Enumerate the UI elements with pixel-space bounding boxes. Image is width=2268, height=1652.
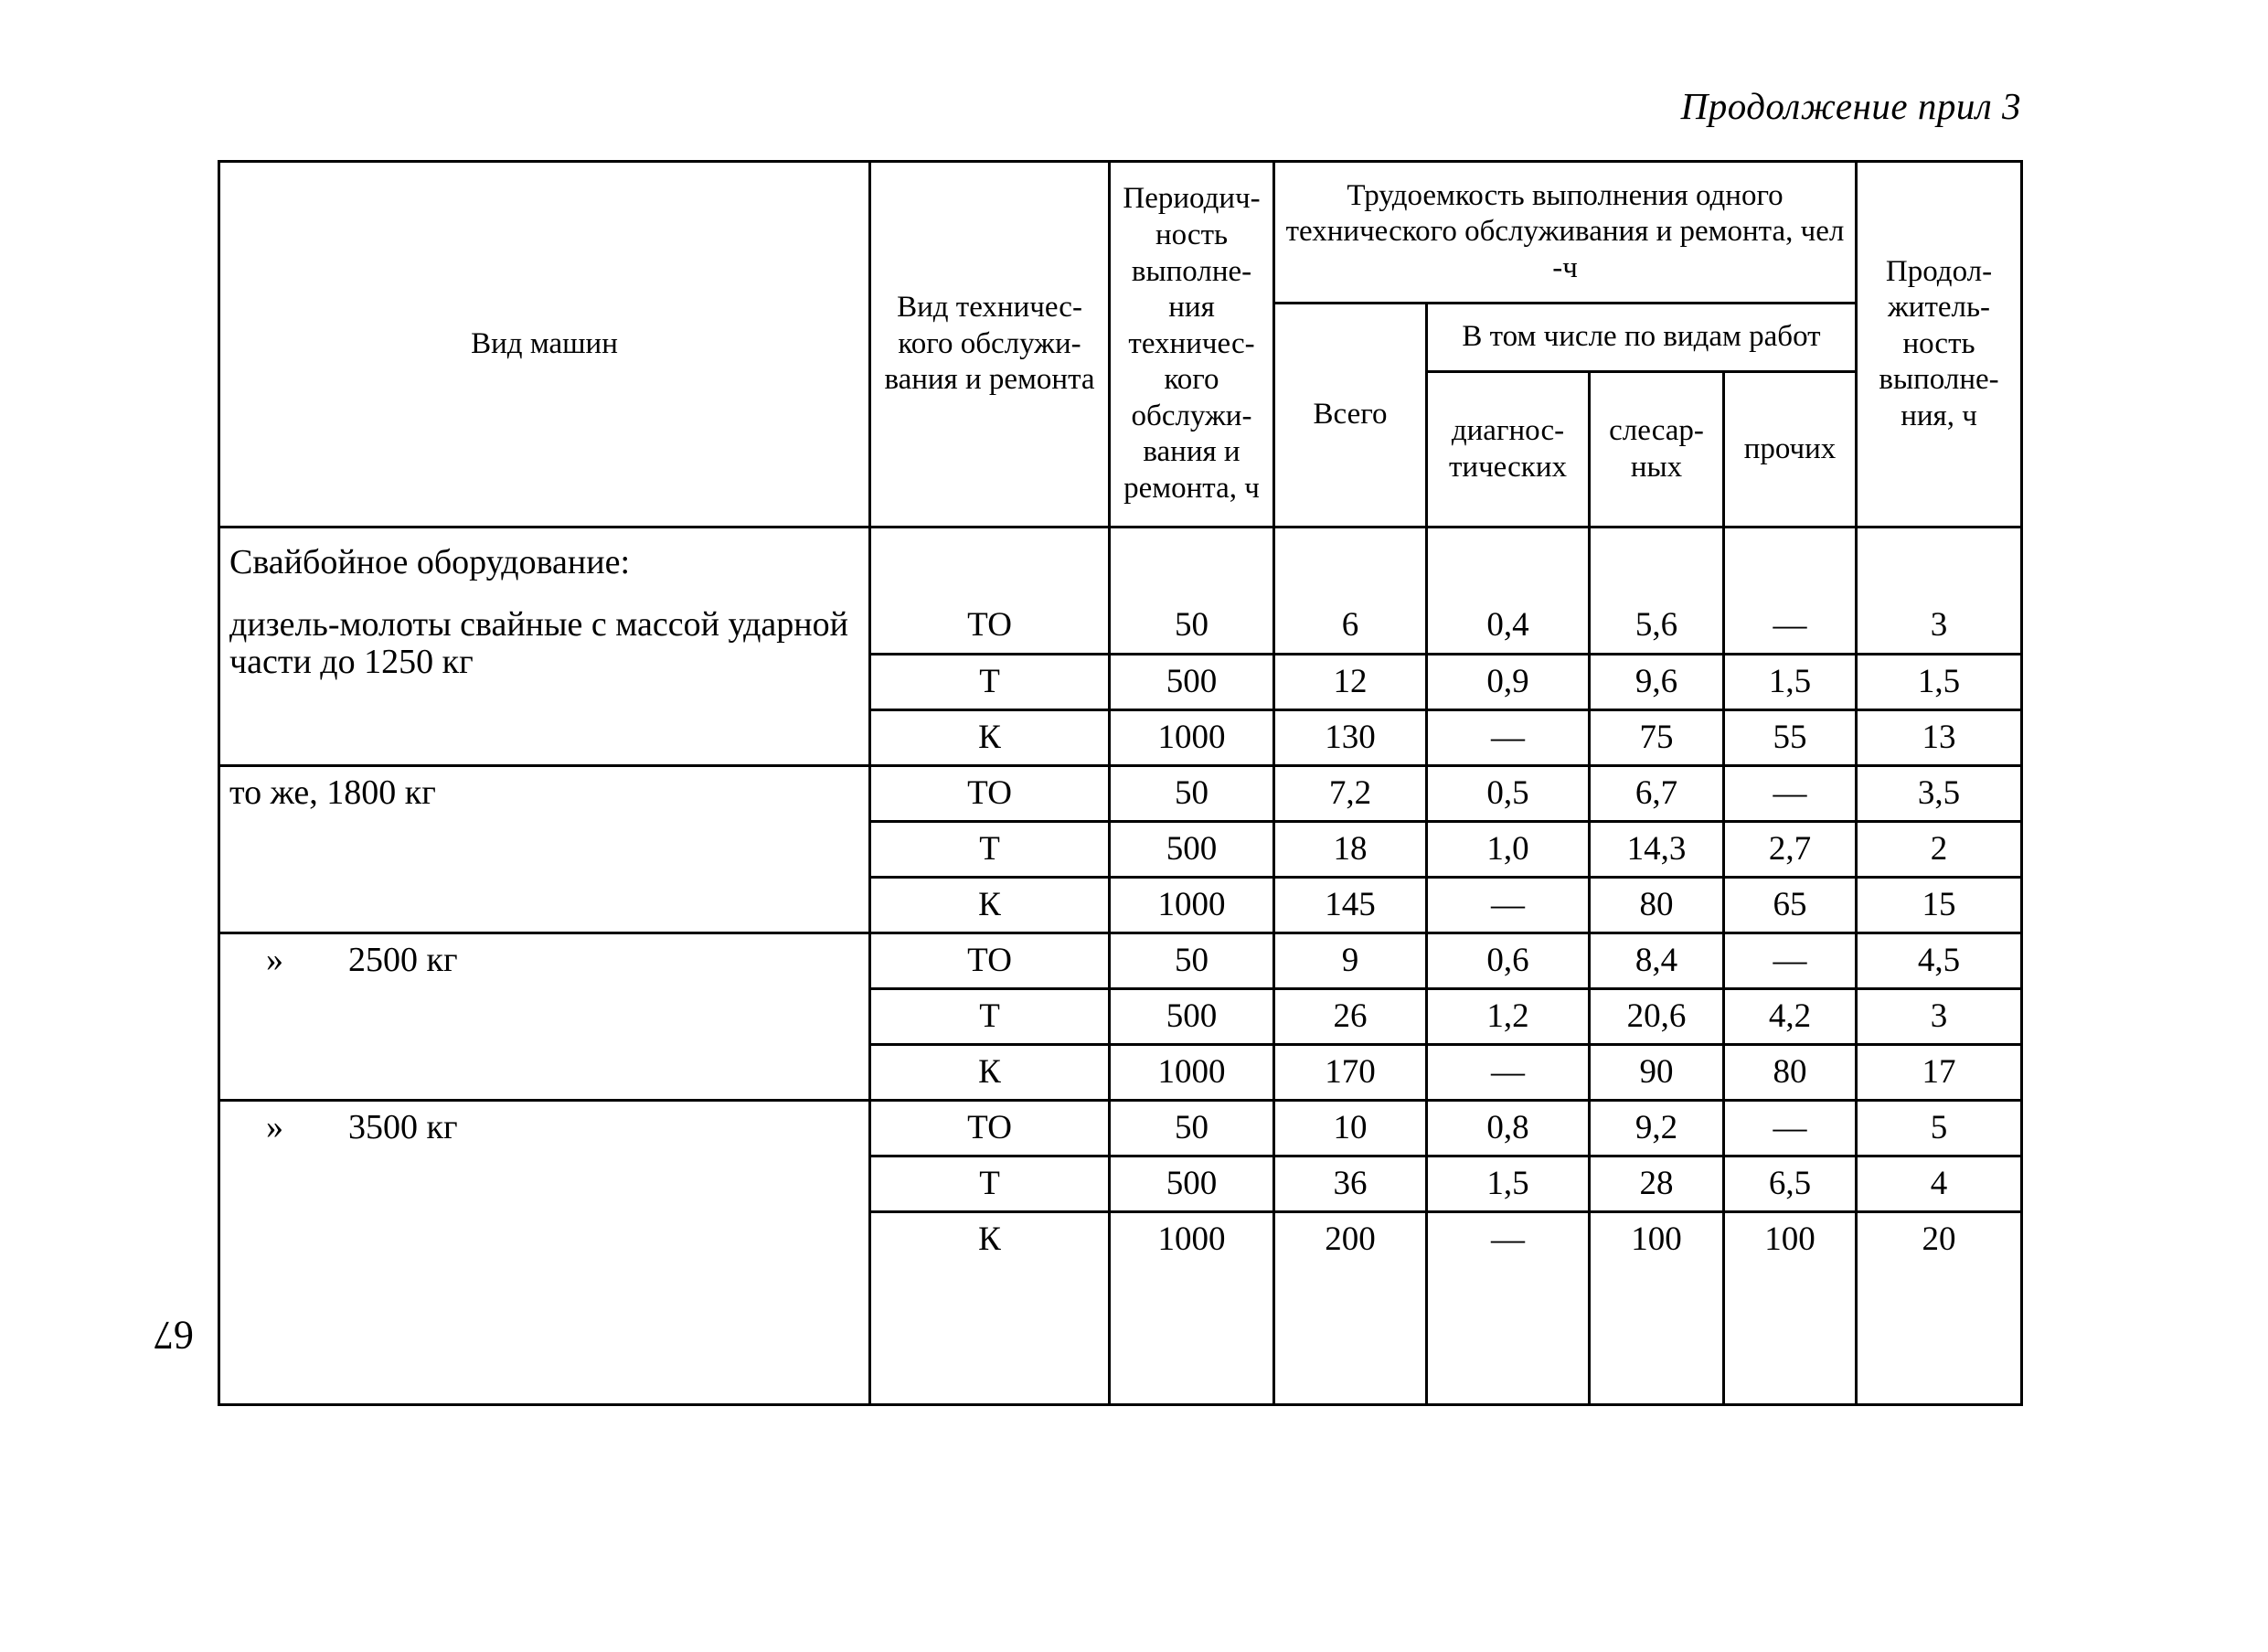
header-diagnostic: диагнос- тических — [1427, 372, 1590, 528]
header-labor: Трудоемкость выполнения одного технического обслуживания и ремонта, чел -ч — [1274, 162, 1857, 304]
diag-cell: — — [1427, 1045, 1590, 1101]
diag-cell: 0,6 — [1427, 933, 1590, 989]
lock-cell: 5,6 — [1590, 599, 1724, 655]
other-cell: 65 — [1724, 878, 1857, 933]
lock-cell: 28 — [1590, 1156, 1724, 1212]
other-cell: 100 — [1724, 1212, 1857, 1268]
header-service-type: Вид техничес- кого обслужи- вания и ремонта — [870, 162, 1110, 528]
diag-cell: — — [1427, 710, 1590, 766]
other-cell: 80 — [1724, 1045, 1857, 1101]
header-machine-type: Вид машин — [219, 162, 870, 528]
period-cell: 500 — [1110, 989, 1274, 1045]
machine-name: то же, 1800 кг — [219, 766, 870, 933]
service-type-cell: К — [870, 1212, 1110, 1268]
header-total: Всего — [1274, 304, 1427, 528]
machine-name: 2500 кг — [348, 941, 458, 979]
lock-cell: 90 — [1590, 1045, 1724, 1101]
service-type-cell: К — [870, 710, 1110, 766]
table-row — [219, 1101, 2022, 1156]
table-row — [219, 766, 2022, 822]
total-cell: 26 — [1274, 989, 1427, 1045]
duration-cell: 17 — [1857, 1045, 2022, 1101]
machine-name-cell — [219, 933, 870, 1101]
service-type-cell: К — [870, 878, 1110, 933]
duration-cell: 20 — [1857, 1212, 2022, 1268]
period-cell: 50 — [1110, 599, 1274, 655]
diag-cell: 1,2 — [1427, 989, 1590, 1045]
header-periodicity: Периодич- ность выполне- ния техничес- кого обслужи- вания и ремонта, ч — [1110, 162, 1274, 528]
lock-cell: 9,2 — [1590, 1101, 1724, 1156]
diag-cell: — — [1427, 878, 1590, 933]
service-type-cell: Т — [870, 655, 1110, 710]
period-cell: 50 — [1110, 933, 1274, 989]
duration-cell: 2 — [1857, 822, 2022, 878]
lock-cell: 100 — [1590, 1212, 1724, 1268]
period-cell: 500 — [1110, 655, 1274, 710]
duration-cell: 5 — [1857, 1101, 2022, 1156]
diag-cell: 0,5 — [1427, 766, 1590, 822]
section-row — [219, 528, 2022, 599]
page-number: 67 — [154, 1313, 194, 1358]
header-duration: Продол- житель- ность выполне- ния, ч — [1857, 162, 2022, 528]
other-cell: 1,5 — [1724, 655, 1857, 710]
service-type-cell: ТО — [870, 599, 1110, 655]
duration-cell: 3,5 — [1857, 766, 2022, 822]
header-by-work-type: В том числе по видам работ — [1427, 304, 1857, 372]
period-cell: 500 — [1110, 1156, 1274, 1212]
lock-cell: 8,4 — [1590, 933, 1724, 989]
ditto-mark: » — [266, 941, 283, 979]
other-cell: 6,5 — [1724, 1156, 1857, 1212]
service-type-cell: ТО — [870, 766, 1110, 822]
total-cell: 200 — [1274, 1212, 1427, 1268]
lock-cell: 9,6 — [1590, 655, 1724, 710]
lock-cell: 6,7 — [1590, 766, 1724, 822]
total-cell: 18 — [1274, 822, 1427, 878]
diag-cell: 0,9 — [1427, 655, 1590, 710]
service-type-cell: Т — [870, 989, 1110, 1045]
other-cell: — — [1724, 599, 1857, 655]
duration-cell: 3 — [1857, 989, 2022, 1045]
service-type-cell: ТО — [870, 1101, 1110, 1156]
period-cell: 1000 — [1110, 710, 1274, 766]
other-cell: 2,7 — [1724, 822, 1857, 878]
period-cell: 50 — [1110, 1101, 1274, 1156]
total-cell: 10 — [1274, 1101, 1427, 1156]
total-cell: 145 — [1274, 878, 1427, 933]
total-cell: 7,2 — [1274, 766, 1427, 822]
other-cell: 55 — [1724, 710, 1857, 766]
diag-cell: 0,4 — [1427, 599, 1590, 655]
total-cell: 170 — [1274, 1045, 1427, 1101]
machine-name: 3500 кг — [348, 1108, 458, 1146]
table-row — [219, 599, 2022, 655]
total-cell: 130 — [1274, 710, 1427, 766]
duration-cell: 4 — [1857, 1156, 2022, 1212]
period-cell: 500 — [1110, 822, 1274, 878]
lock-cell: 20,6 — [1590, 989, 1724, 1045]
diag-cell: 1,0 — [1427, 822, 1590, 878]
total-cell: 6 — [1274, 599, 1427, 655]
other-cell: 4,2 — [1724, 989, 1857, 1045]
period-cell: 1000 — [1110, 1045, 1274, 1101]
other-cell: — — [1724, 766, 1857, 822]
period-cell: 1000 — [1110, 1212, 1274, 1268]
table-row — [219, 933, 2022, 989]
ditto-mark: » — [266, 1108, 283, 1146]
machine-name-cell — [219, 1101, 870, 1405]
total-cell: 9 — [1274, 933, 1427, 989]
service-type-cell: Т — [870, 822, 1110, 878]
other-cell: — — [1724, 1101, 1857, 1156]
diag-cell: 1,5 — [1427, 1156, 1590, 1212]
total-cell: 12 — [1274, 655, 1427, 710]
lock-cell: 14,3 — [1590, 822, 1724, 878]
service-type-cell: К — [870, 1045, 1110, 1101]
maintenance-table — [218, 160, 2023, 1406]
machine-name: дизель-молоты свайные с массой ударной части до 1250 кг — [219, 599, 870, 766]
service-type-cell: ТО — [870, 933, 1110, 989]
total-cell: 36 — [1274, 1156, 1427, 1212]
other-cell: — — [1724, 933, 1857, 989]
diag-cell: — — [1427, 1212, 1590, 1268]
header-locksmith: слесар- ных — [1590, 372, 1724, 528]
period-cell: 1000 — [1110, 878, 1274, 933]
lock-cell: 75 — [1590, 710, 1724, 766]
duration-cell: 13 — [1857, 710, 2022, 766]
service-type-cell: Т — [870, 1156, 1110, 1212]
duration-cell: 4,5 — [1857, 933, 2022, 989]
lock-cell: 80 — [1590, 878, 1724, 933]
section-title: Свайбойное оборудование: — [219, 528, 870, 599]
diag-cell: 0,8 — [1427, 1101, 1590, 1156]
appendix-caption: Продолжение прил 3 — [1680, 85, 2021, 127]
duration-cell: 1,5 — [1857, 655, 2022, 710]
period-cell: 50 — [1110, 766, 1274, 822]
duration-cell: 15 — [1857, 878, 2022, 933]
duration-cell: 3 — [1857, 599, 2022, 655]
header-other: прочих — [1724, 372, 1857, 528]
